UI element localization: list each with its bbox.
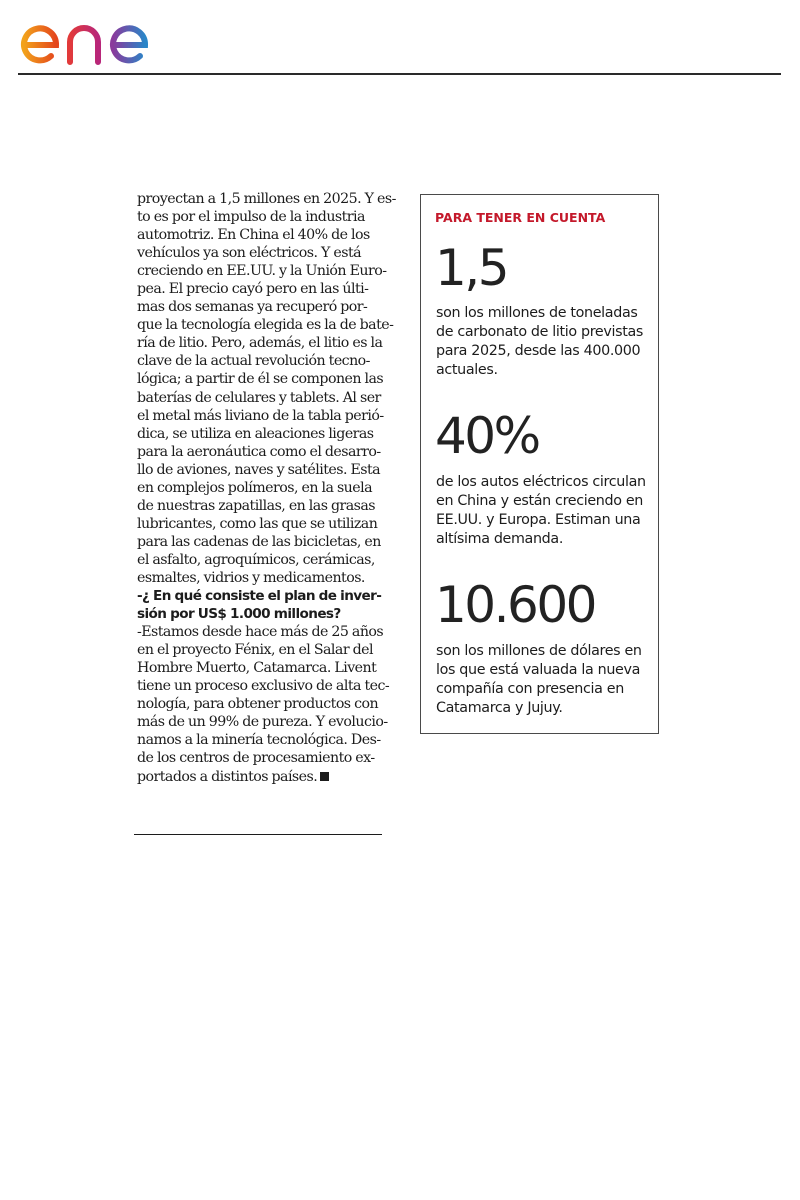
stat-description-line: son los millones de toneladas: [436, 305, 638, 321]
article-line: ría de litio. Pero, además, el litio es la: [137, 335, 383, 352]
article-line: mas dos semanas ya recuperó por-: [137, 299, 368, 316]
article-line: que la tecnología elegida es la de bate-: [137, 317, 394, 334]
interview-question-line: -¿ En qué consiste el plan de inver-: [137, 588, 382, 605]
header-rule: [18, 73, 781, 75]
interview-answer-line: nología, para obtener productos con: [137, 696, 379, 713]
article-line: lógica; a partir de él se componen las: [137, 371, 384, 388]
article-bottom-rule: [134, 834, 382, 835]
article-line: en complejos polímeros, en la suela: [137, 479, 373, 496]
article-line: lubricantes, como las que se utilizan: [137, 515, 378, 532]
stat-description-line: para 2025, desde las 400.000: [436, 343, 641, 359]
stat-description: [436, 304, 656, 380]
sidebar-title: PARA TENER EN CUENTA: [435, 210, 606, 225]
interview-answer-last-line: [137, 768, 381, 786]
article-line: baterías de celulares y tablets. Al ser: [137, 389, 381, 406]
article-line: esmaltes, vidrios y medicamentos.: [137, 569, 365, 586]
interview-question-line: sión por US$ 1.000 millones?: [137, 606, 341, 623]
stat-description-line: los que está valuada la nueva: [436, 662, 641, 678]
interview-answer-line: de los centros de procesamiento ex-: [137, 750, 375, 767]
article-line: to es por el impulso de la industria: [137, 209, 365, 226]
enel-logo: [18, 4, 183, 68]
stat-description-line: en China y están creciendo en: [436, 493, 643, 509]
stat-description-line: Catamarca y Jujuy.: [436, 700, 563, 716]
stat-description: [436, 642, 656, 718]
article-line: automotriz. En China el 40% de los: [137, 227, 370, 244]
interview-answer-line: tiene un proceso exclusivo de alta tec-: [137, 678, 390, 695]
article-line: de nuestras zapatillas, en las grasas: [137, 497, 376, 514]
article-line: dica, se utiliza en aleaciones ligeras: [137, 425, 374, 442]
article-line: llo de aviones, naves y satélites. Esta: [137, 461, 381, 478]
interview-answer-line: namos a la minería tecnológica. Des-: [137, 732, 381, 749]
interview-answer-text: portados a distintos países.: [137, 768, 318, 785]
stat-description: [436, 473, 656, 549]
stat-number: 40%: [435, 407, 539, 465]
stat-description-line: de los autos eléctricos circulan: [436, 474, 646, 490]
interview-answer-line: -Estamos desde hace más de 25 años: [137, 624, 384, 641]
article-line: vehículos ya son eléctricos. Y está: [137, 245, 362, 262]
stat-description-line: son los millones de dólares en: [436, 643, 642, 659]
article-line: pea. El precio cayó pero en las últi-: [137, 281, 369, 298]
article-line: para las cadenas de las bicicletas, en: [137, 533, 381, 550]
article-line: el asfalto, agroquímicos, cerámicas,: [137, 551, 375, 568]
article-line: el metal más liviano de la tabla perió-: [137, 407, 384, 424]
stat-number: 10.600: [435, 576, 595, 634]
article-column: [137, 190, 396, 786]
stat-description-line: de carbonato de litio previstas: [436, 324, 643, 340]
article-line: proyectan a 1,5 millones en 2025. Y es-: [137, 191, 396, 207]
interview-answer-line: Hombre Muerto, Catamarca. Livent: [137, 660, 377, 677]
article-line: clave de la actual revolución tecno-: [137, 353, 370, 370]
end-of-article-mark: [320, 772, 329, 781]
stat-description-line: EE.UU. y Europa. Estiman una: [436, 512, 641, 528]
interview-answer-line: más de un 99% de pureza. Y evolucio-: [137, 714, 388, 731]
article-line: creciendo en EE.UU. y la Unión Euro-: [137, 263, 387, 280]
stat-description-line: altísima demanda.: [436, 531, 564, 547]
stat-description-line: compañía con presencia en: [436, 681, 624, 697]
article-line: para la aeronáutica como el desarro-: [137, 443, 381, 460]
interview-answer-line: en el proyecto Fénix, en el Salar del: [137, 642, 373, 659]
stat-number: 1,5: [435, 239, 508, 297]
stat-description-line: actuales.: [436, 362, 498, 378]
facts-sidebar: [420, 194, 659, 734]
